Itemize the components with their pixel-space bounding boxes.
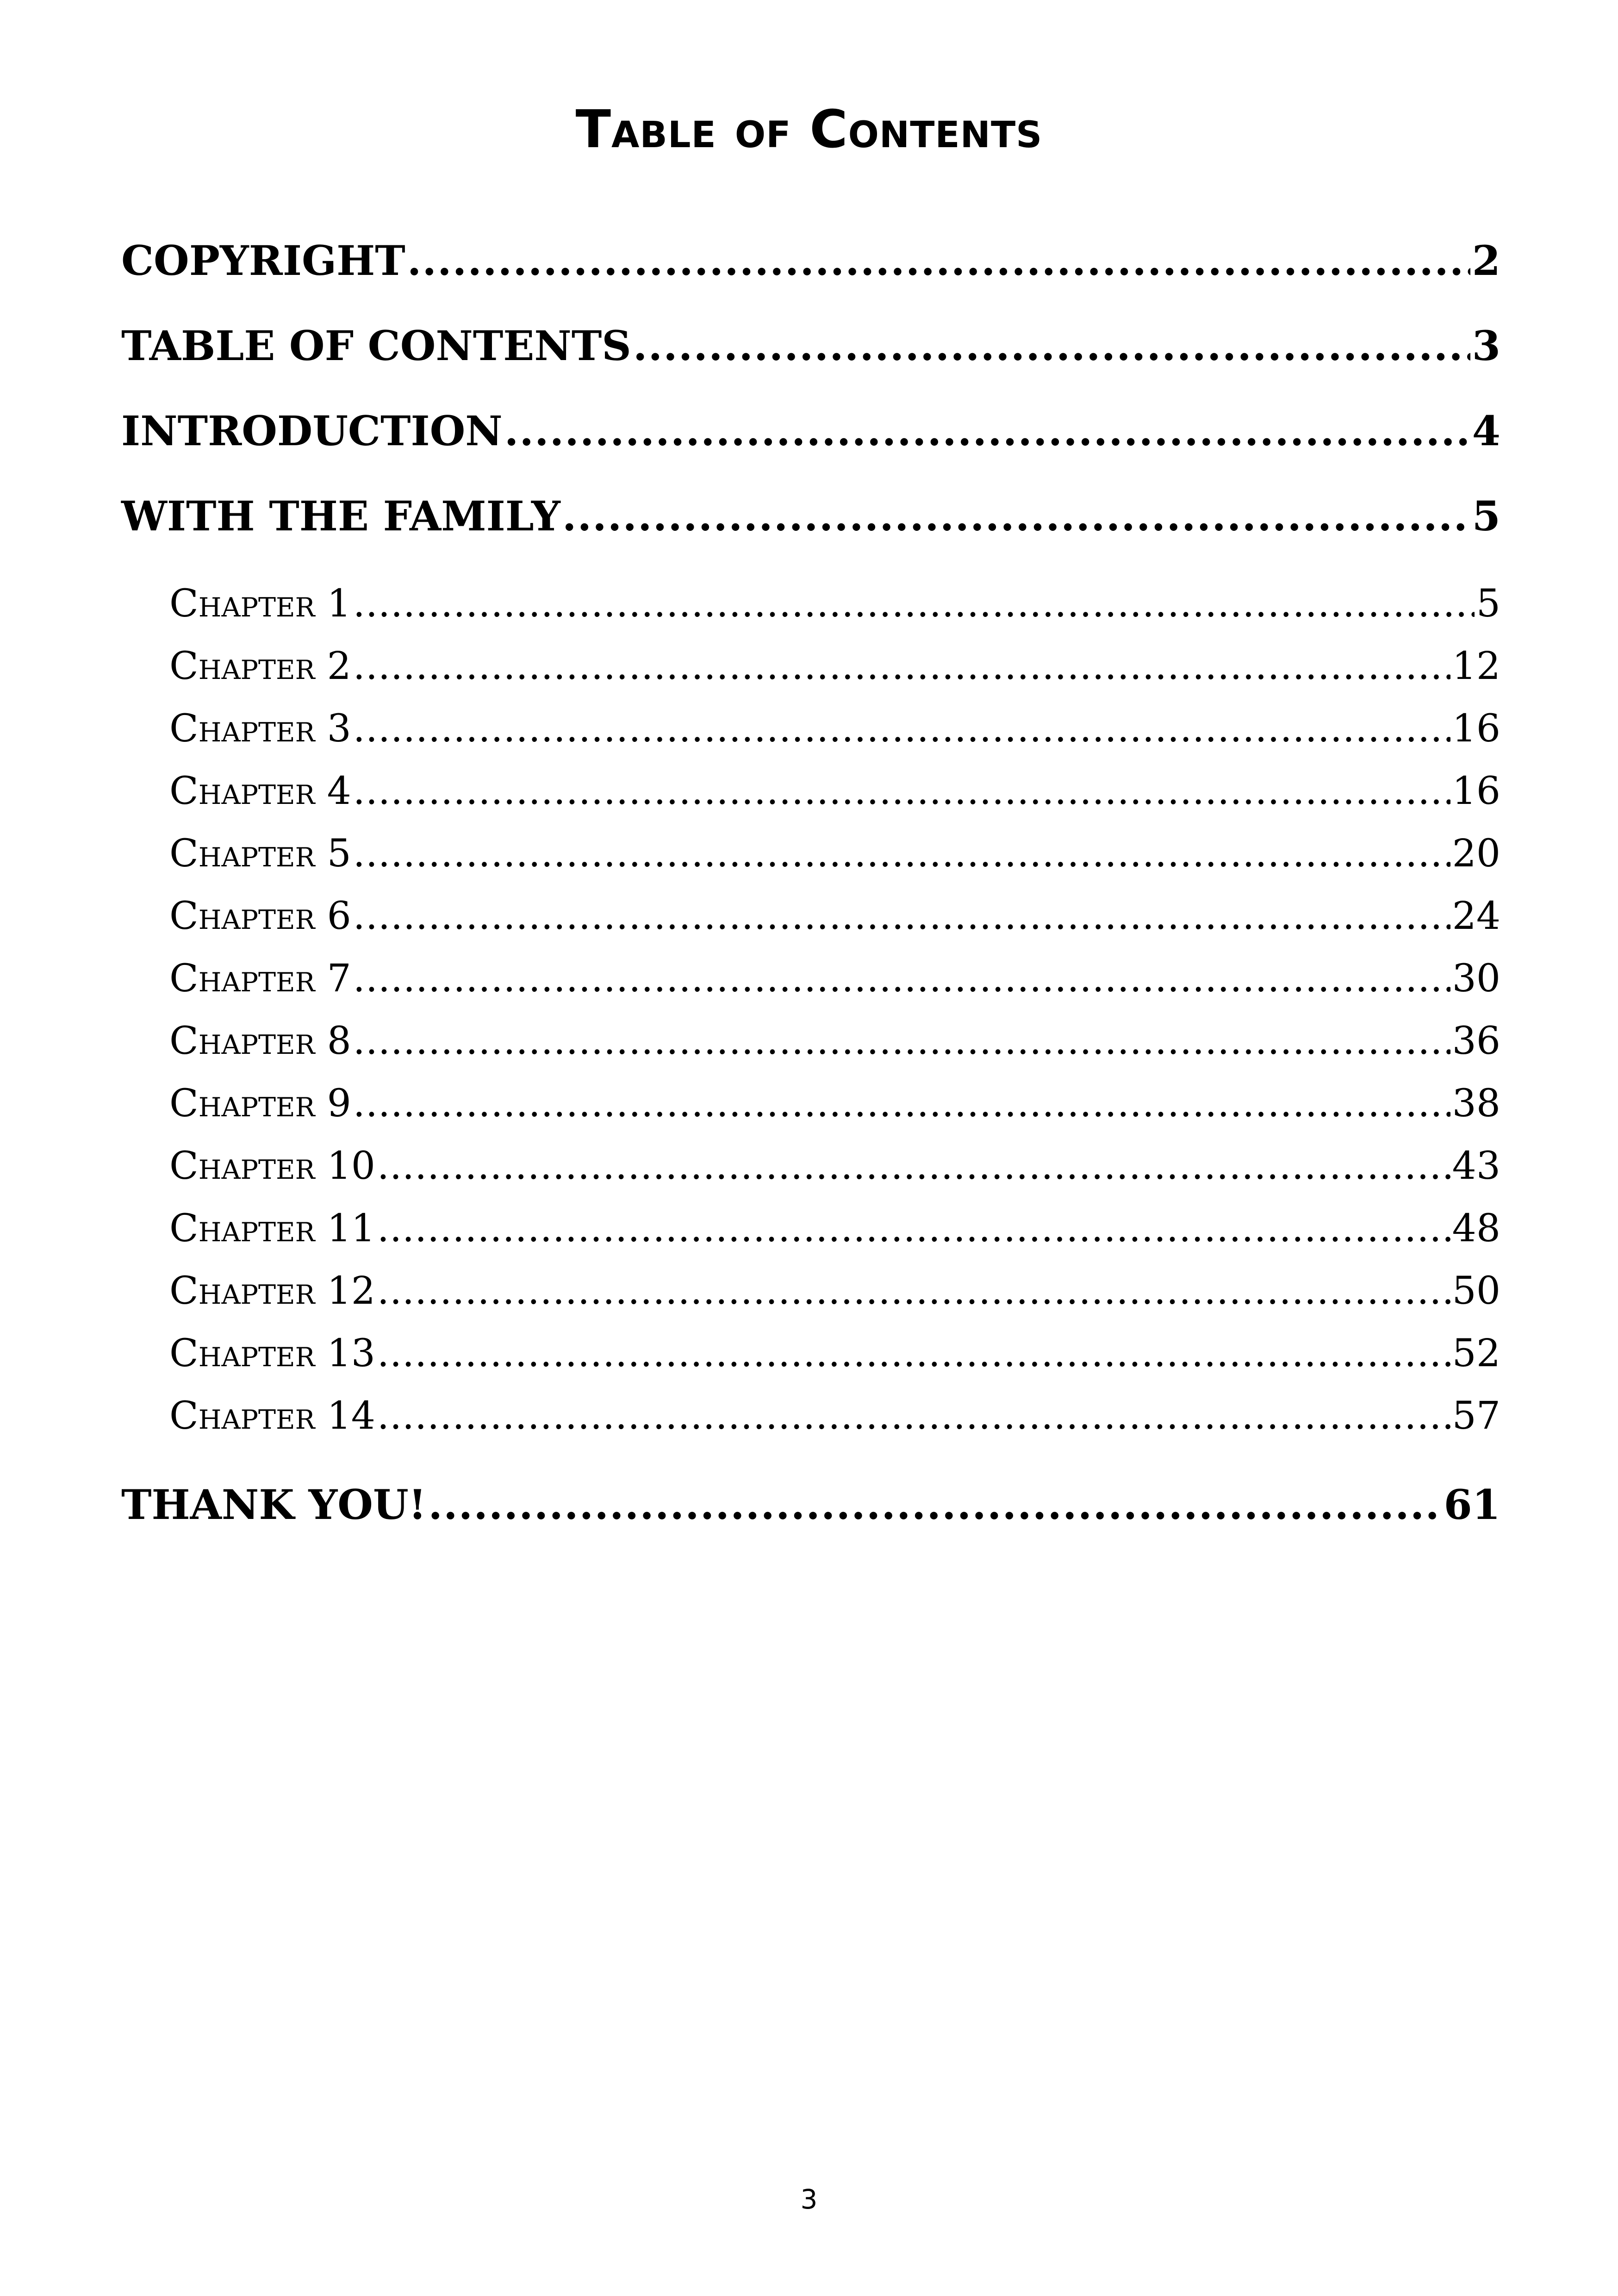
toc-entry-page-number: 16 xyxy=(1452,704,1500,754)
toc-entry-label: Chapter 7 xyxy=(169,954,351,1004)
dot-leader xyxy=(353,579,1475,629)
toc-entry-chapter-1[interactable] xyxy=(169,579,1500,629)
toc-entry-chapter-14[interactable] xyxy=(169,1391,1500,1441)
toc-entry-page-number: 2 xyxy=(1472,235,1500,286)
dot-leader xyxy=(377,1329,1450,1379)
toc-entry-label: Chapter 4 xyxy=(169,766,351,816)
toc-entry-page-number: 61 xyxy=(1444,1479,1500,1530)
dot-leader xyxy=(353,954,1450,1004)
toc-entry-label: Chapter 10 xyxy=(169,1141,375,1191)
toc-entry-label: Chapter 11 xyxy=(169,1204,375,1254)
toc-entry-label: Chapter 1 xyxy=(169,579,351,629)
toc-entry-label: WITH THE FAMILY xyxy=(121,491,560,541)
toc-entry-label: Chapter 8 xyxy=(169,1016,351,1066)
dot-leader xyxy=(377,1391,1450,1441)
toc-entry-page-number: 48 xyxy=(1452,1204,1500,1254)
toc-entry-page-number: 57 xyxy=(1452,1391,1500,1441)
toc-entry-page-number: 5 xyxy=(1472,491,1500,541)
toc-entry-label: COPYRIGHT xyxy=(121,235,405,286)
toc-entry-introduction[interactable] xyxy=(121,405,1500,456)
dot-leader xyxy=(407,235,1470,286)
dot-leader xyxy=(633,320,1470,371)
dot-leader xyxy=(562,491,1470,541)
toc-entry-label: Chapter 14 xyxy=(169,1391,375,1441)
toc-entry-chapter-11[interactable] xyxy=(169,1204,1500,1254)
toc-entry-page-number: 50 xyxy=(1452,1266,1500,1316)
toc-entry-label: Chapter 12 xyxy=(169,1266,375,1316)
dot-leader xyxy=(504,405,1470,456)
toc-entry-table-of-contents[interactable] xyxy=(121,320,1500,371)
toc-entry-label: TABLE OF CONTENTS xyxy=(121,320,631,371)
dot-leader xyxy=(353,704,1450,754)
toc-entry-chapter-3[interactable] xyxy=(169,704,1500,754)
toc-entry-label: Chapter 13 xyxy=(169,1329,375,1379)
toc-entry-label: INTRODUCTION xyxy=(121,405,503,456)
toc-entry-chapter-5[interactable] xyxy=(169,829,1500,879)
toc-entry-page-number: 4 xyxy=(1472,405,1500,456)
toc-entry-page-number: 36 xyxy=(1452,1016,1500,1066)
toc-entry-label: Chapter 6 xyxy=(169,891,351,941)
dot-leader xyxy=(377,1266,1450,1316)
toc-entry-page-number: 24 xyxy=(1452,891,1500,941)
dot-leader xyxy=(353,1016,1450,1066)
toc-entry-chapter-12[interactable] xyxy=(169,1266,1500,1316)
dot-leader xyxy=(353,766,1450,816)
toc-entry-page-number: 43 xyxy=(1452,1141,1500,1191)
toc-entry-chapter-8[interactable] xyxy=(169,1016,1500,1066)
toc-entry-chapter-4[interactable] xyxy=(169,766,1500,816)
toc-entry-page-number: 16 xyxy=(1452,766,1500,816)
toc-entry-label: Chapter 9 xyxy=(169,1079,351,1129)
toc-entry-label: Chapter 5 xyxy=(169,829,351,879)
toc-entry-page-number: 20 xyxy=(1452,829,1500,879)
toc-entry-chapter-13[interactable] xyxy=(169,1329,1500,1379)
dot-leader xyxy=(353,1079,1450,1129)
toc-entry-chapter-10[interactable] xyxy=(169,1141,1500,1191)
page-number-footer: 3 xyxy=(800,2184,818,2215)
page-title: Table of Contents xyxy=(575,100,1043,160)
dot-leader xyxy=(428,1479,1442,1530)
toc-entry-label: THANK YOU! xyxy=(121,1479,426,1530)
toc-entry-chapter-7[interactable] xyxy=(169,954,1500,1004)
dot-leader xyxy=(377,1141,1450,1191)
toc-entry-page-number: 3 xyxy=(1472,320,1500,371)
toc-entry-chapter-9[interactable] xyxy=(169,1079,1500,1129)
toc-entry-page-number: 12 xyxy=(1452,641,1500,691)
toc-entry-thank-you[interactable] xyxy=(121,1479,1500,1530)
toc-entry-copyright[interactable] xyxy=(121,235,1500,286)
toc-entry-page-number: 5 xyxy=(1476,579,1500,629)
toc-entry-page-number: 38 xyxy=(1452,1079,1500,1129)
dot-leader xyxy=(353,829,1450,879)
toc-entry-chapter-6[interactable] xyxy=(169,891,1500,941)
dot-leader xyxy=(353,891,1450,941)
toc-entry-chapter-2[interactable] xyxy=(169,641,1500,691)
toc-entry-with-the-family[interactable] xyxy=(121,491,1500,541)
dot-leader xyxy=(353,641,1450,691)
dot-leader xyxy=(377,1204,1450,1254)
toc-entry-label: Chapter 3 xyxy=(169,704,351,754)
toc-entry-label: Chapter 2 xyxy=(169,641,351,691)
toc-entry-page-number: 30 xyxy=(1452,954,1500,1004)
toc-entry-page-number: 52 xyxy=(1452,1329,1500,1379)
